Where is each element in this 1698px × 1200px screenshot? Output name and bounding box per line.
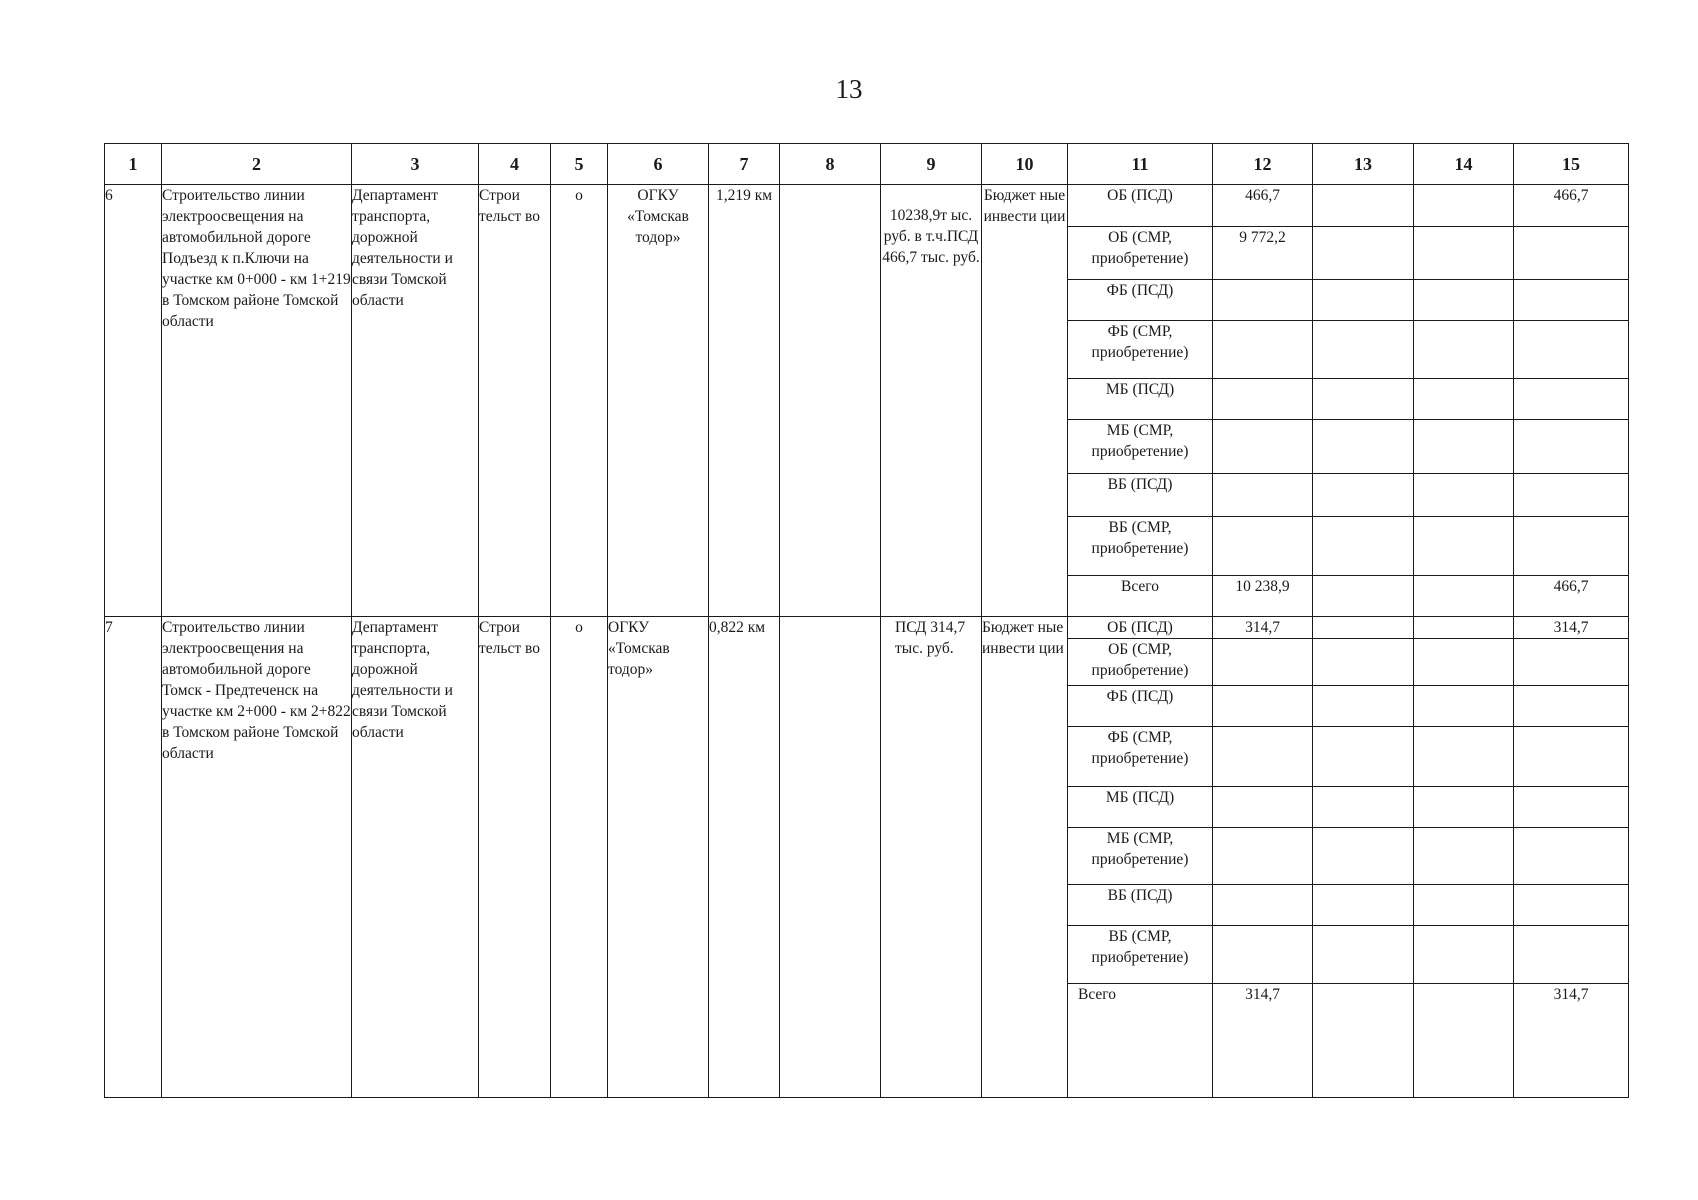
source-label: ОБ (ПСД) bbox=[1068, 617, 1213, 639]
header-col-7: 7 bbox=[709, 144, 780, 185]
header-col-4: 4 bbox=[479, 144, 551, 185]
project-name: Строительство линии электроосвещения на автомобильной дороге Подъезд к п.Ключи на участке км 0+000 - км 1+219 в Томском районе Томской области bbox=[162, 185, 352, 617]
project-customer: ОГКУ «Томскав тодор» bbox=[608, 185, 709, 617]
source-label: ВБ (ПСД) bbox=[1068, 885, 1213, 926]
project-length: 1,219 км bbox=[709, 185, 780, 617]
source-value-15 bbox=[1514, 787, 1629, 828]
source-value-15: 314,7 bbox=[1514, 984, 1629, 1098]
source-value-15 bbox=[1514, 474, 1629, 517]
header-col-9: 9 bbox=[881, 144, 982, 185]
source-label: ФБ (СМР, приобретение) bbox=[1068, 727, 1213, 787]
source-label: Всего bbox=[1068, 576, 1213, 617]
source-value-13 bbox=[1313, 576, 1414, 617]
project-cost: ПСД 314,7 тыс. руб. bbox=[881, 617, 982, 1098]
header-col-11: 11 bbox=[1068, 144, 1213, 185]
source-value-13 bbox=[1313, 280, 1414, 321]
source-value-15 bbox=[1514, 686, 1629, 727]
header-col-5: 5 bbox=[551, 144, 608, 185]
source-label: ВБ (ПСД) bbox=[1068, 474, 1213, 517]
project-number: 7 bbox=[105, 617, 162, 1098]
source-value-15: 466,7 bbox=[1514, 576, 1629, 617]
header-col-8: 8 bbox=[780, 144, 881, 185]
source-value-14 bbox=[1414, 420, 1514, 474]
project-col8 bbox=[780, 617, 881, 1098]
source-value-12: 314,7 bbox=[1213, 984, 1313, 1098]
source-label: ОБ (СМР, приобретение) bbox=[1068, 227, 1213, 280]
project-department: Департамент транспорта, дорожной деятельности и связи Томской области bbox=[352, 185, 479, 617]
project-kind: Строи тельст во bbox=[479, 185, 551, 617]
source-label: ФБ (ПСД) bbox=[1068, 686, 1213, 727]
source-value-14 bbox=[1414, 639, 1514, 686]
project-col8 bbox=[780, 185, 881, 617]
source-value-14 bbox=[1414, 787, 1514, 828]
source-value-15 bbox=[1514, 321, 1629, 379]
project-length: 0,822 км bbox=[709, 617, 780, 1098]
source-value-13 bbox=[1313, 321, 1414, 379]
page-number: 13 bbox=[835, 74, 863, 104]
source-value-15: 466,7 bbox=[1514, 185, 1629, 227]
source-value-13 bbox=[1313, 727, 1414, 787]
source-value-15: 314,7 bbox=[1514, 617, 1629, 639]
project-number: 6 bbox=[105, 185, 162, 617]
source-value-12: 9 772,2 bbox=[1213, 227, 1313, 280]
project-name: Строительство линии электроосвещения на автомобильной дороге Томск - Предтеченск на участке км 2+000 - км 2+822 в Томском районе Томской области bbox=[162, 617, 352, 1098]
source-label: ОБ (ПСД) bbox=[1068, 185, 1213, 227]
source-value-13 bbox=[1313, 926, 1414, 984]
header-col-13: 13 bbox=[1313, 144, 1414, 185]
source-value-15 bbox=[1514, 517, 1629, 576]
source-label: МБ (СМР, приобретение) bbox=[1068, 828, 1213, 885]
project-department: Департамент транспорта, дорожной деятельности и связи Томской области bbox=[352, 617, 479, 1098]
project-kind: Строи тельст во bbox=[479, 617, 551, 1098]
source-value-13 bbox=[1313, 227, 1414, 280]
source-label: ФБ (СМР, приобретение) bbox=[1068, 321, 1213, 379]
source-value-12 bbox=[1213, 420, 1313, 474]
source-value-12 bbox=[1213, 885, 1313, 926]
projects-table bbox=[104, 143, 1629, 1098]
source-label: ФБ (ПСД) bbox=[1068, 280, 1213, 321]
header-row bbox=[105, 144, 1629, 185]
source-value-14 bbox=[1414, 727, 1514, 787]
source-value-12 bbox=[1213, 517, 1313, 576]
source-label: МБ (СМР, приобретение) bbox=[1068, 420, 1213, 474]
source-label: ВБ (СМР, приобретение) bbox=[1068, 926, 1213, 984]
source-value-12 bbox=[1213, 686, 1313, 727]
source-value-13 bbox=[1313, 885, 1414, 926]
source-value-14 bbox=[1414, 379, 1514, 420]
source-value-15 bbox=[1514, 926, 1629, 984]
source-label: МБ (ПСД) bbox=[1068, 379, 1213, 420]
source-value-13 bbox=[1313, 984, 1414, 1098]
source-value-13 bbox=[1313, 420, 1414, 474]
source-value-13 bbox=[1313, 517, 1414, 576]
table-row bbox=[105, 185, 1629, 227]
source-value-12: 10 238,9 bbox=[1213, 576, 1313, 617]
source-value-13 bbox=[1313, 686, 1414, 727]
source-value-14 bbox=[1414, 576, 1514, 617]
source-value-14 bbox=[1414, 227, 1514, 280]
source-value-13 bbox=[1313, 474, 1414, 517]
source-value-15 bbox=[1514, 280, 1629, 321]
project-cost: 10238,9т ыс. руб. в т.ч.ПСД 466,7 тыс. руб. bbox=[881, 185, 982, 617]
source-value-12 bbox=[1213, 280, 1313, 321]
source-value-15 bbox=[1514, 828, 1629, 885]
source-value-15 bbox=[1514, 420, 1629, 474]
source-value-13 bbox=[1313, 617, 1414, 639]
project-col5: о bbox=[551, 185, 608, 617]
source-value-12 bbox=[1213, 787, 1313, 828]
source-label: МБ (ПСД) bbox=[1068, 787, 1213, 828]
header-col-6: 6 bbox=[608, 144, 709, 185]
header-col-2: 2 bbox=[162, 144, 352, 185]
source-value-12 bbox=[1213, 639, 1313, 686]
source-value-12: 466,7 bbox=[1213, 185, 1313, 227]
source-value-12 bbox=[1213, 926, 1313, 984]
source-value-15 bbox=[1514, 727, 1629, 787]
source-value-13 bbox=[1313, 639, 1414, 686]
table-row bbox=[105, 617, 1629, 639]
source-value-14 bbox=[1414, 617, 1514, 639]
source-value-12 bbox=[1213, 828, 1313, 885]
source-value-12 bbox=[1213, 727, 1313, 787]
source-value-14 bbox=[1414, 280, 1514, 321]
source-value-13 bbox=[1313, 828, 1414, 885]
source-label: Всего bbox=[1068, 984, 1213, 1098]
source-value-14 bbox=[1414, 828, 1514, 885]
project-investment: Бюджет ные инвести ции bbox=[982, 185, 1068, 617]
source-value-13 bbox=[1313, 185, 1414, 227]
header-col-12: 12 bbox=[1213, 144, 1313, 185]
source-value-14 bbox=[1414, 321, 1514, 379]
source-value-13 bbox=[1313, 787, 1414, 828]
source-label: ОБ (СМР, приобретение) bbox=[1068, 639, 1213, 686]
project-investment: Бюджет ные инвести ции bbox=[982, 617, 1068, 1098]
source-value-14 bbox=[1414, 474, 1514, 517]
header-col-10: 10 bbox=[982, 144, 1068, 185]
source-value-14 bbox=[1414, 926, 1514, 984]
source-value-12 bbox=[1213, 474, 1313, 517]
source-value-14 bbox=[1414, 185, 1514, 227]
source-value-12 bbox=[1213, 321, 1313, 379]
source-value-14 bbox=[1414, 885, 1514, 926]
header-col-14: 14 bbox=[1414, 144, 1514, 185]
source-value-15 bbox=[1514, 639, 1629, 686]
project-col5: о bbox=[551, 617, 608, 1098]
project-customer: ОГКУ «Томскав тодор» bbox=[608, 617, 709, 1098]
source-value-14 bbox=[1414, 686, 1514, 727]
header-col-15: 15 bbox=[1514, 144, 1629, 185]
source-value-15 bbox=[1514, 885, 1629, 926]
source-value-14 bbox=[1414, 517, 1514, 576]
source-value-15 bbox=[1514, 379, 1629, 420]
source-value-13 bbox=[1313, 379, 1414, 420]
header-col-3: 3 bbox=[352, 144, 479, 185]
source-value-15 bbox=[1514, 227, 1629, 280]
source-label: ВБ (СМР, приобретение) bbox=[1068, 517, 1213, 576]
header-col-1: 1 bbox=[105, 144, 162, 185]
source-value-12: 314,7 bbox=[1213, 617, 1313, 639]
source-value-14 bbox=[1414, 984, 1514, 1098]
source-value-12 bbox=[1213, 379, 1313, 420]
